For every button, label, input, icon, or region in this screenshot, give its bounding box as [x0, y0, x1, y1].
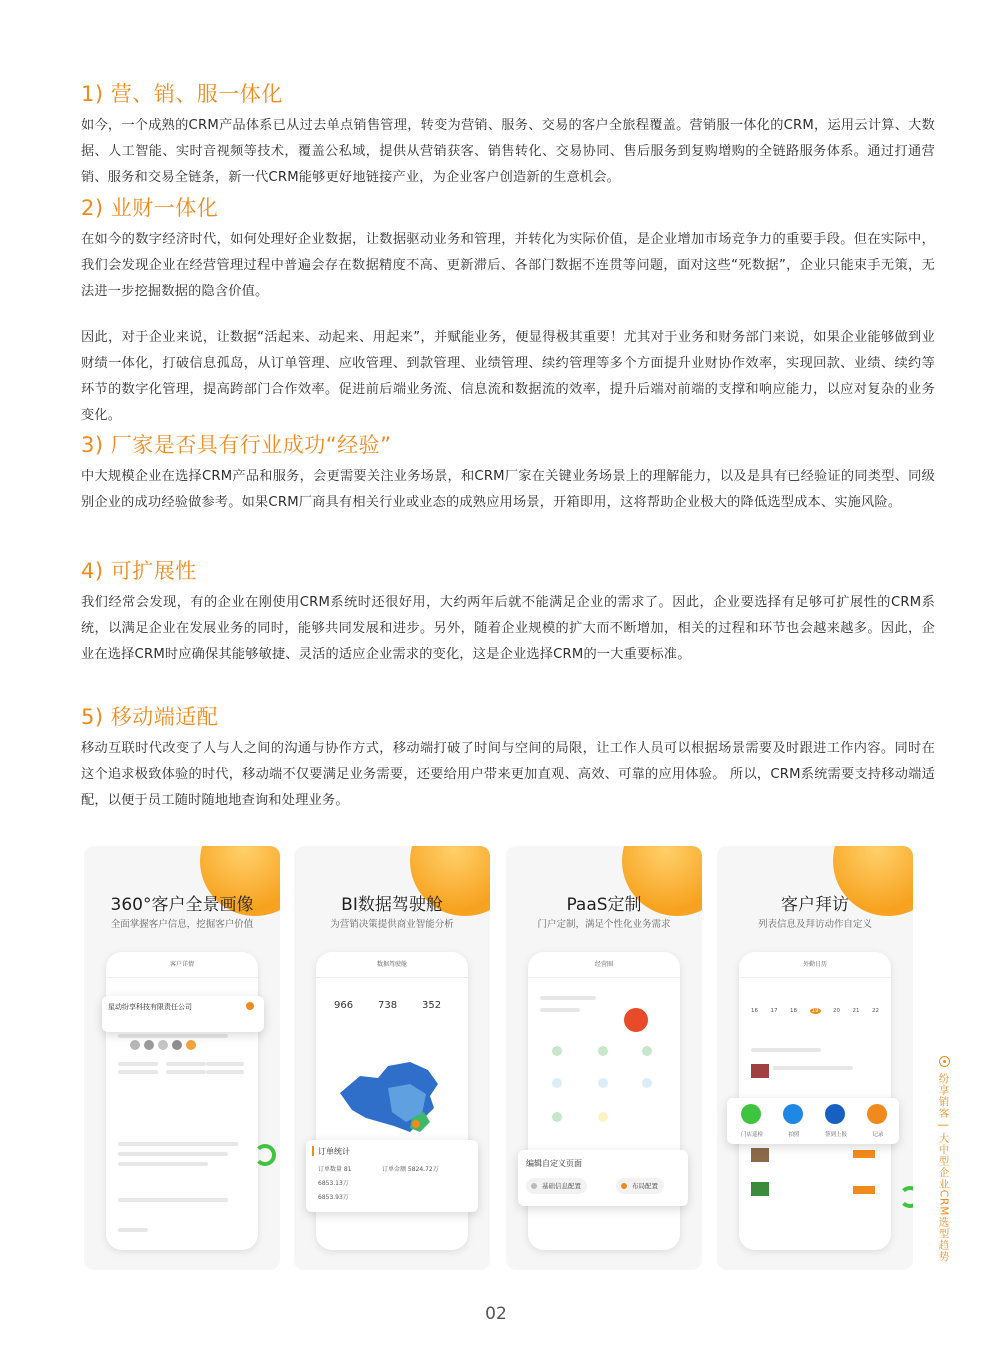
placeholder-line — [118, 1228, 148, 1232]
placeholder-line — [751, 1048, 821, 1052]
section-paragraph: 我们经常会发现，有的企业在刚使用CRM系统时还很好用，大约两年后就不能满足企业的需求了。因此，企业要选择有足够可扩展性的CRM系统，以满足企业在发展业务的同时，能够共同发展和进步。另外，随着企业规模的扩大而不断增加，相关的过程和环节也会越来越多。因此，企业在选择CRM时应确保其能够敏捷、灵活的适应企业需求的变化，这是企业选择CRM的一大重要标准。 — [81, 595, 935, 662]
stat-value: 738 — [378, 1000, 398, 1011]
store-inspection-icon[interactable] — [741, 1104, 761, 1124]
stat-value: 966 — [334, 1000, 354, 1011]
card-subtitle: 全面掌握客户信息，挖掘客户价值 — [110, 919, 254, 930]
placeholder-line — [118, 1198, 228, 1202]
card-subtitle: 门户定制，满足个性化业务需求 — [537, 919, 671, 930]
feature-card-360 — [84, 846, 280, 1270]
card-subtitle: 为营销决策提供商业智能分析 — [330, 919, 454, 930]
order-amount-row: 6853.13万 — [318, 1180, 349, 1187]
card-title: 客户拜访 — [781, 895, 849, 915]
action-label: 门店巡检 — [740, 1132, 763, 1138]
target-icon — [939, 1056, 950, 1067]
app-icon — [598, 1046, 608, 1056]
button-label: 布局配置 — [632, 1182, 658, 1190]
app-icon — [642, 1078, 652, 1088]
check-in-icon[interactable] — [825, 1104, 845, 1124]
store-thumbnail — [751, 1148, 769, 1162]
button-label: 基础信息配置 — [542, 1182, 581, 1190]
feature-card-visit — [717, 846, 913, 1270]
calendar-day[interactable]: 21 — [852, 1008, 860, 1014]
order-amount: 订单金额 5824.72万 — [382, 1166, 439, 1173]
avatar — [172, 1040, 182, 1050]
placeholder-line — [118, 1142, 238, 1146]
calendar-day[interactable]: 22 — [872, 1008, 879, 1014]
calendar-day[interactable]: 17 — [770, 1008, 778, 1014]
placeholder-line — [206, 1070, 244, 1074]
placeholder-line — [166, 1062, 206, 1066]
avatar — [130, 1040, 140, 1050]
calendar-day-selected[interactable]: 19 — [811, 1008, 819, 1014]
section-paragraph: 因此，对于企业来说，让数据“活起来、动起来、用起来”，并赋能业务，便显得极其重要！尤其对于业务和财务部门来说，如果企业能够做到业财绩一体化，打破信息孤岛，从订单管理、应收管理、到款管理、业绩管理、续约管理等多个方面提升业财协作效率，实现回款、业绩、续约等环节的数字化管理，提高跨部门合作效率。促进前后端业务流、信息流和数据流的效率，提升后端对前端的支撑和响应能力，以应对复杂的业务变化。 — [81, 330, 935, 423]
placeholder-line — [206, 1062, 244, 1066]
section-3 — [81, 431, 935, 516]
company-name: 星动纷享科技有限责任公司 — [108, 1003, 192, 1011]
side-label-text: 纷享销客 | 大中型企业CRM选型趋势 — [937, 1073, 950, 1263]
app-icon — [552, 1046, 562, 1056]
placeholder-line — [118, 1062, 158, 1066]
app-icon — [552, 1078, 562, 1088]
phone-header: 客户详情 — [106, 952, 258, 978]
accent-bar — [312, 1146, 314, 1156]
order-amount-row: 6853.93万 — [318, 1194, 349, 1201]
stat-value: 352 — [422, 1000, 442, 1011]
layout-icon — [621, 1183, 627, 1189]
store-thumbnail — [751, 1182, 769, 1196]
order-stats-title: 订单统计 — [318, 1147, 350, 1156]
store-thumbnail — [751, 1064, 769, 1078]
order-stats-card — [306, 1140, 478, 1212]
section-2 — [81, 194, 935, 429]
card-subtitle: 列表信息及拜访动作自定义 — [757, 919, 872, 930]
card-title: PaaS定制 — [566, 895, 642, 915]
order-count: 订单数量 81 — [318, 1166, 352, 1173]
visit-actions-card — [727, 1098, 899, 1144]
section-title: 3) 厂家是否具有行业成功“经验” — [81, 433, 392, 457]
action-label: 签到上报 — [824, 1132, 847, 1138]
app-icon — [552, 1112, 562, 1122]
edit-page-title: 编辑自定义页面 — [526, 1159, 582, 1168]
page-number: 02 — [485, 1304, 507, 1324]
section-title: 2) 业财一体化 — [81, 196, 219, 220]
calendar-day[interactable]: 18 — [790, 1008, 797, 1014]
section-paragraph: 中大规模企业在选择CRM产品和服务，会更需要关注业务场景，和CRM厂家在关键业务场景上的理解能力，以及是具有已经验证的同类型、同级别企业的成功经验做参考。如果CRM厂商具有相关行业或业态的成熟应用场景，开箱即用，这将帮助企业极大的降低选型成本、实施风险。 — [81, 469, 935, 510]
company-card — [102, 996, 264, 1032]
avatar — [186, 1040, 196, 1050]
section-paragraph: 如今，一个成熟的CRM产品体系已从过去单点销售管理，转变为营销、服务、交易的客户全旅程覆盖。营销服一体化的CRM，运用云计算、大数据、人工智能、实时音视频等技术，覆盖公私域，提供从营销获客、销售转化、交易协同、售后服务到复购增购的全链路服务体系。通过打通营销、服务和交易全链条，新一代CRM能够更好地链接产业，为企业客户创造新的生意机会。 — [81, 118, 935, 185]
section-paragraph: 移动互联时代改变了人与人之间的沟通与协作方式，移动端打破了时间与空间的局限，让工作人员可以根据场景需要及时跟进工作内容。同时在这个追求极致体验的时代，移动端不仅要满足业务需要，还要给用户带来更加直观、高效、可靠的应用体验。 所以，CRM系统需要支持移动端适配，以便于员工随时随地地查询和处理业务。 — [81, 741, 935, 808]
green-ring-decoration — [254, 1144, 276, 1166]
section-title: 5) 移动端适配 — [81, 705, 219, 729]
status-badge — [853, 1150, 875, 1158]
side-label — [936, 1056, 952, 1262]
phone-header: 经营圈 — [528, 952, 680, 978]
app-icon — [642, 1046, 652, 1056]
placeholder-line — [773, 1066, 853, 1070]
placeholder-line — [540, 1008, 580, 1012]
feature-card-paas — [506, 846, 702, 1270]
phone-header: 数据驾驶舱 — [316, 952, 468, 978]
placeholder-line — [118, 1152, 228, 1156]
section-1 — [81, 80, 935, 191]
placeholder-line — [118, 1162, 208, 1166]
app-icon — [598, 1112, 608, 1122]
avatar — [158, 1040, 168, 1050]
section-title: 1) 营、销、服一体化 — [81, 82, 283, 106]
placeholder-line — [118, 1034, 228, 1038]
record-icon[interactable] — [867, 1104, 887, 1124]
basic-info-config-button[interactable] — [526, 1178, 587, 1194]
calendar-day[interactable]: 16 — [751, 1008, 758, 1014]
feature-card-bi — [294, 846, 490, 1270]
section-4 — [81, 557, 935, 668]
section-title: 4) 可扩展性 — [81, 559, 197, 583]
status-badge — [853, 1186, 875, 1194]
placeholder-line — [118, 1070, 158, 1074]
section-paragraph: 在如今的数字经济时代，如何处理好企业数据，让数据驱动业务和管理，并转化为实际价值，是企业增加市场竞争力的重要手段。但在实际中，我们会发现企业在经营管理过程中普遍会存在数据精度不高、更新滞后、各部门数据不连贯等问题，面对这些“死数据”，企业只能束手无策，无法进一步挖掘数据的隐含价值。 — [81, 232, 935, 299]
layout-config-button[interactable] — [616, 1178, 664, 1194]
phone-header: 外勤日历 — [739, 952, 891, 978]
avatar — [144, 1040, 154, 1050]
edit-page-card — [518, 1150, 688, 1206]
placeholder-line — [166, 1070, 206, 1074]
action-label: 拍照 — [788, 1132, 800, 1138]
badge-icon — [246, 1002, 254, 1010]
card-title: 360°客户全景画像 — [110, 895, 254, 915]
placeholder-line — [540, 996, 596, 1000]
action-label: 记录 — [872, 1132, 884, 1138]
camera-icon[interactable] — [783, 1104, 803, 1124]
decorative-bowl-icon — [624, 1008, 648, 1032]
calendar-week — [751, 1008, 879, 1014]
gear-icon — [531, 1183, 537, 1189]
section-5 — [81, 703, 935, 814]
china-map-graphic — [330, 1048, 450, 1138]
calendar-day[interactable]: 20 — [833, 1008, 840, 1014]
card-title: BI数据驾驶舱 — [341, 895, 443, 915]
green-ring-decoration — [899, 1186, 913, 1208]
app-icon — [598, 1078, 608, 1088]
